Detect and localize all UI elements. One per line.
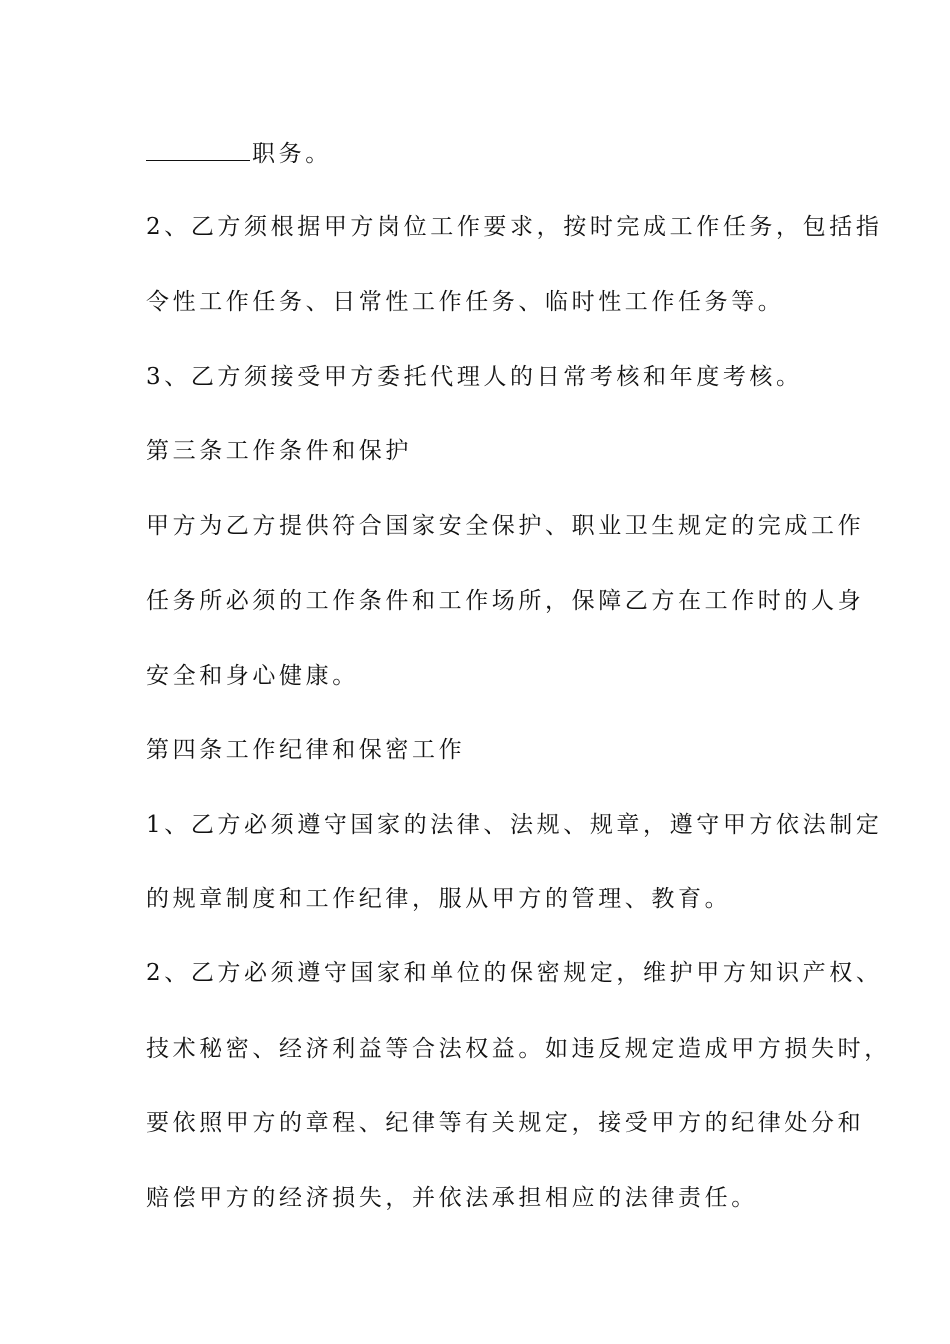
text-line-11: 的规章制度和工作纪律，服从甲方的管理、教育。 (146, 886, 732, 912)
text-line-3: 令性工作任务、日常性工作任务、临时性工作任务等。 (146, 289, 785, 315)
text-line-8: 安全和身心健康。 (146, 663, 359, 689)
text-line-2: 2、乙方须根据甲方岗位工作要求，按时完成工作任务，包括指 (146, 214, 883, 240)
text-line-4: 3、乙方须接受甲方委托代理人的日常考核和年度考核。 (146, 364, 803, 390)
text-line-6: 甲方为乙方提供符合国家安全保护、职业卫生规定的完成工作 (146, 513, 865, 539)
text-line-1-content: 职务。 (252, 141, 332, 167)
section-heading-3: 第三条工作条件和保护 (146, 438, 412, 464)
text-line-14: 要依照甲方的章程、纪律等有关规定，接受甲方的纪律处分和 (146, 1110, 865, 1136)
text-line-15: 赔偿甲方的经济损失，并依法承担相应的法律责任。 (146, 1185, 758, 1211)
text-line-7: 任务所必须的工作条件和工作场所，保障乙方在工作时的人身 (146, 588, 865, 614)
text-line-1 (146, 139, 332, 169)
text-line-12: 2、乙方必须遵守国家和单位的保密规定，维护甲方知识产权、 (146, 960, 883, 986)
fill-in-blank (146, 140, 250, 161)
section-heading-4: 第四条工作纪律和保密工作 (146, 737, 466, 763)
text-line-10: 1、乙方必须遵守国家的法律、法规、规章，遵守甲方依法制定 (146, 812, 883, 838)
text-line-13: 技术秘密、经济利益等合法权益。如违反规定造成甲方损失时， (146, 1036, 891, 1062)
